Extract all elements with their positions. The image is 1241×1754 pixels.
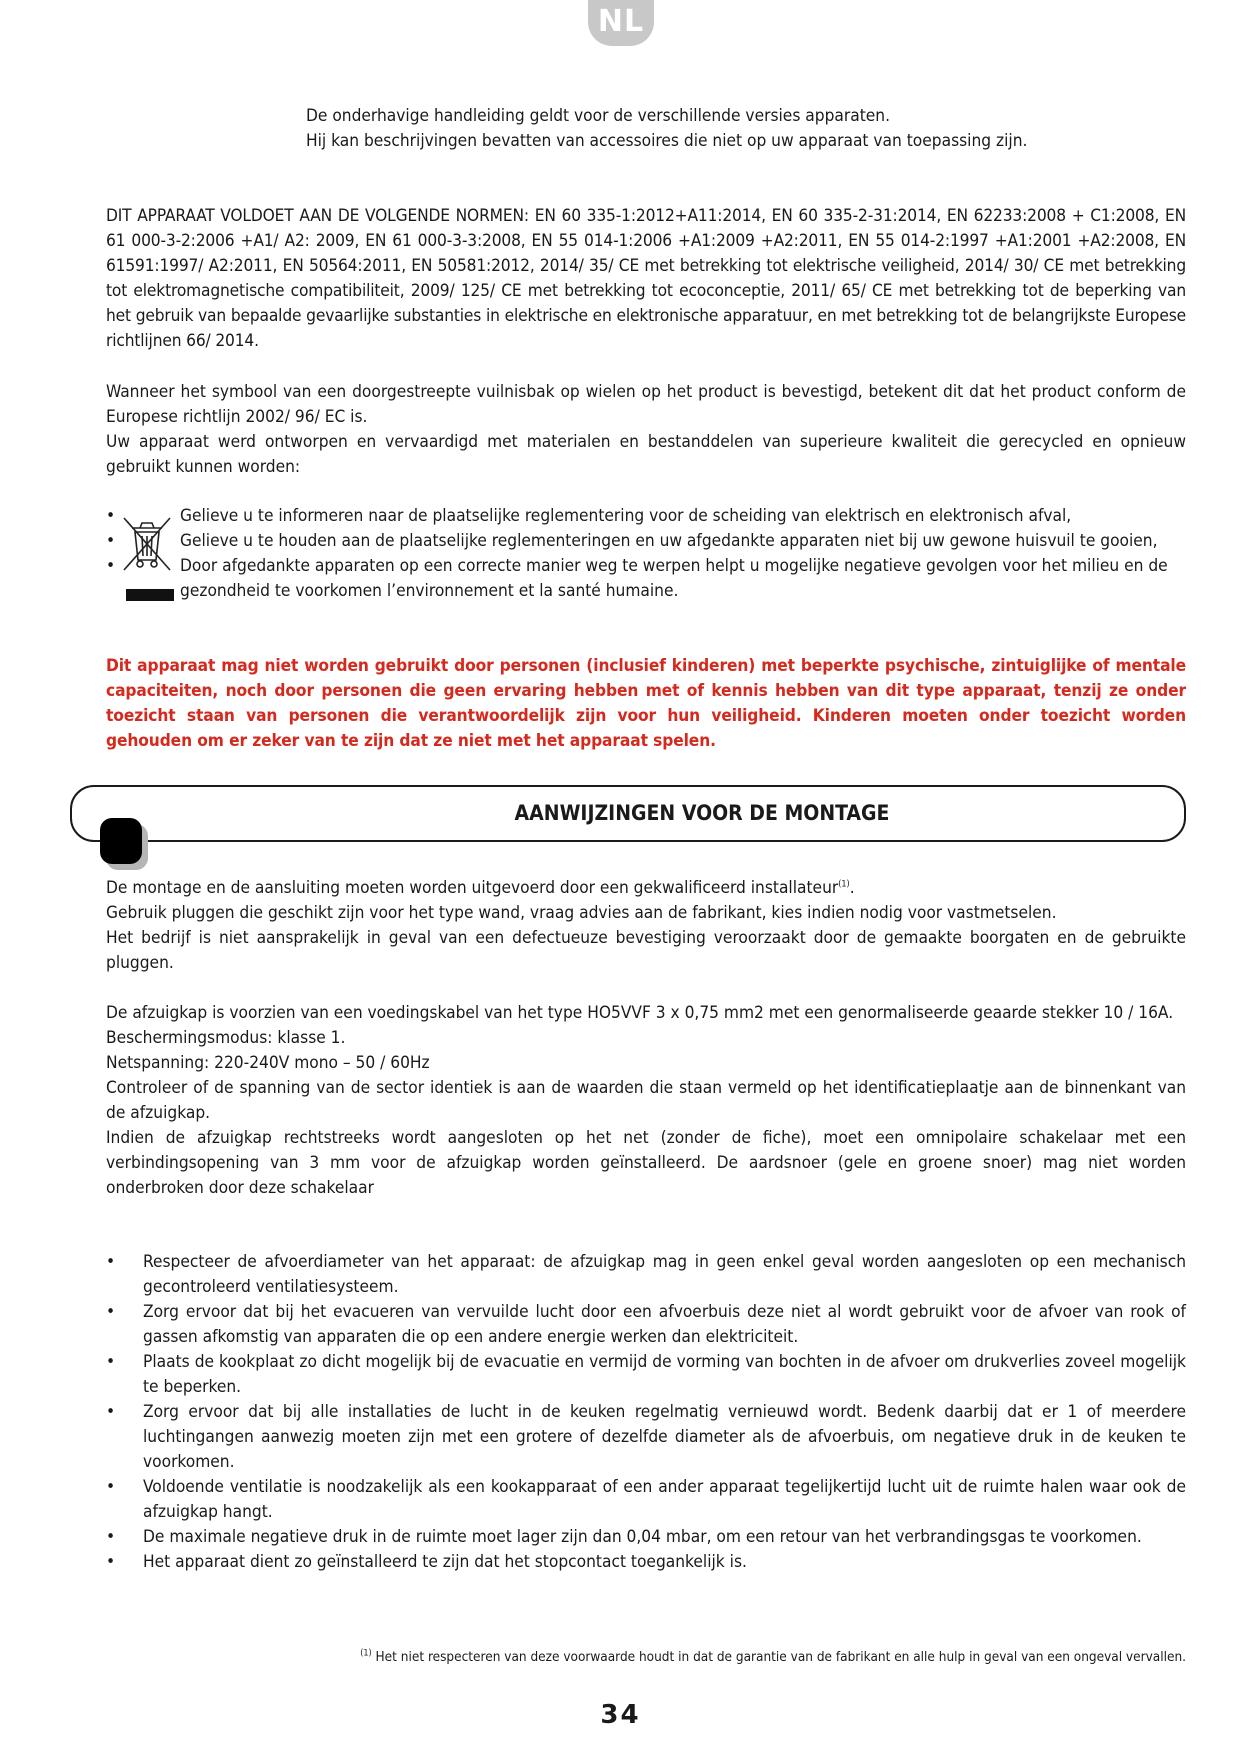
weee-item-text: Gelieve u te houden aan de plaatselijke reglementeringen en uw afgedankte apparaten niet bij uw gewone huisvuil te gooien,	[180, 531, 1158, 551]
section-header	[70, 785, 1186, 842]
install-item-text: Zorg ervoor dat bij alle installaties de lucht in de keuken regelmatig vernieuwd wordt. Bedenk daarbij dat er 1 of meerdere luchtingangen aanwezig moeten zijn met een grotere of dezelfde diameter als de afvoerbuis, om negatieve druk in de keuken te voorkomen.	[143, 1402, 1186, 1472]
bullet: •	[106, 531, 116, 551]
weee-paragraph-1: Wanneer het symbool van een doorgestreepte vuilnisbak op wielen op het product is bevestigd, betekent dit dat het product conform de Europese richtlijn 2002/ 96/ EC is.	[106, 382, 1186, 427]
norms-statement: DIT APPARAAT VOLDOET AAN DE VOLGENDE NORMEN: EN 60 335-1:2012+A11:2014, EN 60 335-2-31:2014, EN 62233:2008 + C1:2008, EN 61 000-3-2:2006 +A1/ A2: 2009, EN 61 000-3-3:2008, EN 55 014-1:2006 +A1:2009 +A2:2011, EN 55 014-2:1997 +A1:2001 +A2:2008, EN 61591:1997/ A2:2011, EN 50564:2011, EN 50581:2012, 2014/ 35/ CE met betrekking tot elektrische veiligheid, 2014/ 30/ CE met betrekking tot elektromagnetische compatibiliteit, 2009/ 125/ CE met betrekking tot ecoconceptie, 2011/ 65/ CE met betrekking tot de beperking van het gebruik van bepaalde gevaarlijke substanties in elektrische en elektronische apparatuur, en met betrekking tot de belangrijkste Europese richtlijnen 66/ 2014.	[106, 206, 1186, 351]
install-item-text: Respecteer de afvoerdiameter van het apparaat: de afzuigkap mag in geen enkel geval worden aangesloten op een mechanisch gecontroleerd ventilatiesysteem.	[143, 1252, 1186, 1297]
intro-line-1: De onderhavige handleiding geldt voor de verschillende versies apparaten.	[306, 106, 890, 126]
list-item	[106, 529, 1186, 554]
list-item	[106, 1250, 1186, 1300]
install-item-text: Het apparaat dient zo geïnstalleerd te zijn dat het stopcontact toegankelijk is.	[143, 1552, 747, 1572]
list-item	[106, 554, 1186, 604]
bullet: •	[106, 1402, 116, 1422]
footnote	[320, 1648, 1186, 1666]
installation-list	[106, 1250, 1186, 1575]
montage-line-3: Het bedrijf is niet aansprakelijk in geval van een defectueuze bevestiging veroorzaakt door de gemaakte boorgaten en de gebruikte pluggen.	[106, 928, 1186, 973]
bullet: •	[106, 556, 116, 576]
weee-list	[106, 504, 1186, 604]
intro-line-2: Hij kan beschrijvingen bevatten van accessoires die niet op uw apparaat van toepassing zijn.	[306, 131, 1028, 151]
install-item-text: Voldoende ventilatie is noodzakelijk als een kookapparaat of een ander apparaat tegelijkertijd lucht uit de ruimte halen waar ook de afzuigkap hangt.	[143, 1477, 1186, 1522]
weee-item-text: Gelieve u te informeren naar de plaatselijke reglementering voor de scheiding van elektrisch en elektronisch afval,	[180, 506, 1072, 526]
install-item-text: De maximale negatieve druk in de ruimte moet lager zijn dan 0,04 mbar, om een retour van het verbrandingsgas te voorkomen.	[143, 1527, 1142, 1547]
section-title: AANWIJZINGEN VOOR DE MONTAGE	[514, 801, 890, 825]
safety-warning: Dit apparaat mag niet worden gebruikt door personen (inclusief kinderen) met beperkte psychische, zintuiglijke of mentale capaciteiten, noch door personen die geen ervaring hebben met of kennis hebben van dit type apparaat, tenzij ze onder toezicht staan van personen die verantwoordelijk zijn voor hun veiligheid. Kinderen moeten onder toezicht worden gehouden om er zeker van te zijn dat ze niet met het apparaat spelen.	[106, 656, 1186, 751]
language-badge: NL	[588, 0, 654, 46]
voltage-check: Controleer of de spanning van de sector identiek is aan de waarden die staan vermeld op het identificatieplaatje aan de binnenkant van de afzuigkap.	[106, 1078, 1186, 1123]
install-item-text: Plaats de kookplaat zo dicht mogelijk bij de evacuatie en vermijd de vorming van bochten in de afvoer om drukverlies zoveel mogelijk te beperken.	[143, 1352, 1186, 1397]
cable-spec: De afzuigkap is voorzien van een voedingskabel van het type HO5VVF 3 x 0,75 mm2 met een genormaliseerde geaarde stekker 10 / 16A.	[106, 1003, 1174, 1023]
intro-note	[306, 104, 1186, 154]
mains-voltage: Netspanning: 220-240V mono – 50 / 60Hz	[106, 1053, 430, 1073]
list-item	[106, 1550, 1186, 1575]
page-number: 34	[600, 1700, 641, 1730]
weee-info	[106, 380, 1186, 480]
bullet: •	[106, 1527, 116, 1547]
list-item	[106, 1350, 1186, 1400]
list-item	[106, 1525, 1186, 1550]
bullet: •	[106, 1352, 116, 1372]
crossed-out-wheelie-bin-icon	[118, 512, 176, 574]
footnote-marker: (1)	[360, 1648, 372, 1659]
list-item	[106, 1400, 1186, 1475]
section-badge	[100, 818, 142, 864]
bullet: •	[106, 1302, 116, 1322]
bullet: •	[106, 1477, 116, 1497]
footnote-text: Het niet respecteren van deze voorwaarde houdt in dat de garantie van de fabrikant en alle hulp in geval van een ongeval vervallen.	[375, 1649, 1186, 1665]
list-item	[106, 1300, 1186, 1350]
footnote-reference: (1)	[838, 879, 850, 890]
protection-class: Beschermingsmodus: klasse 1.	[106, 1028, 346, 1048]
list-item	[106, 1475, 1186, 1525]
weee-item-text: Door afgedankte apparaten op een correcte manier weg te werpen helpt u mogelijke negatieve gevolgen voor het milieu en de gezondheid te voorkomen l’environnement et la santé humaine.	[180, 556, 1168, 601]
bullet: •	[106, 1252, 116, 1272]
install-item-text: Zorg ervoor dat bij het evacueren van vervuilde lucht door een afvoerbuis deze niet al wordt gebruikt voor de afvoer van rook of gassen afkomstig van apparaten die op een andere energie werken dan elektriciteit.	[143, 1302, 1186, 1347]
list-item	[106, 504, 1186, 529]
black-bar-symbol	[126, 589, 174, 601]
bullet: •	[106, 1552, 116, 1572]
montage-instructions	[106, 876, 1186, 976]
montage-line-1: De montage en de aansluiting moeten worden uitgevoerd door een gekwalificeerd installateur$^{(1)}$.	[106, 878, 855, 898]
direct-connection: Indien de afzuigkap rechtstreeks wordt aangesloten op het net (zonder de fiche), moet een omnipolaire schakelaar met een verbindingsopening van 3 mm voor de afzuigkap worden geïnstalleerd. De aardsnoer (gele en groene snoer) mag niet worden onderbroken door deze schakelaar	[106, 1128, 1186, 1198]
weee-paragraph-2: Uw apparaat werd ontworpen en vervaardigd met materialen en bestanddelen van superieure kwaliteit die gerecycled en opnieuw gebruikt kunnen worden:	[106, 432, 1186, 477]
electrical-instructions	[106, 1001, 1186, 1201]
montage-line-2: Gebruik pluggen die geschikt zijn voor het type wand, vraag advies aan de fabrikant, kies indien nodig voor vastmetselen.	[106, 903, 1057, 923]
bullet: •	[106, 506, 116, 526]
